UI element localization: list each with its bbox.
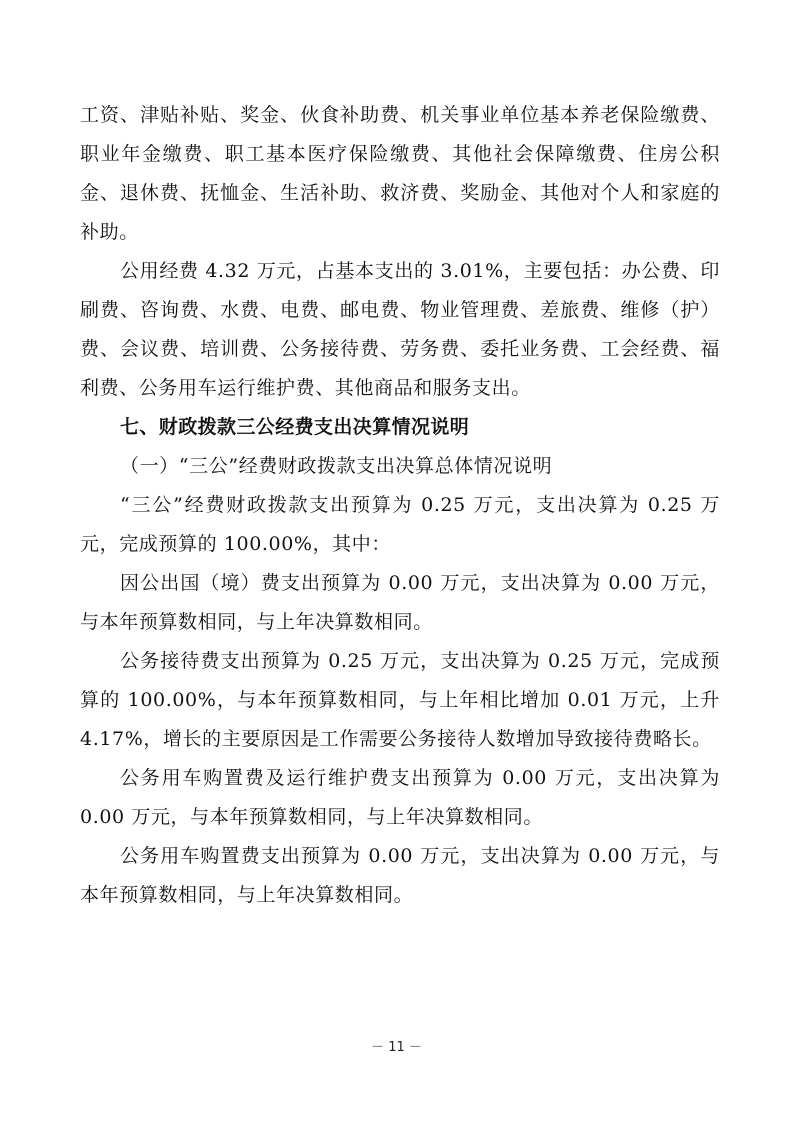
paragraph-three-public-total: “三公”经费财政拨款支出预算为 0.25 万元，支出决算为 0.25 万元，完成预算的 100.00%，其中： [80,494,720,555]
paragraph-public-expenses: 公用经费 4.32 万元，占基本支出的 3.01%，主要包括：办公费、印刷费、咨询费、水费、电费、邮电费、物业管理费、差旅费、维修（护）费、会议费、培训费、公务接待费、劳务费、委托业务费、工会经费、福利费、公务用车运行维护费、其他商品和服务支出。 [80,260,720,399]
paragraph-overseas-travel: 因公出国（境）费支出预算为 0.00 万元，支出决算为 0.00 万元，与本年预算数相同，与上年决算数相同。 [80,572,720,633]
section-heading-three-public: 七、财政拨款三公经费支出决算情况说明 [120,416,470,438]
paragraph-vehicle-purchase: 公务用车购置费支出预算为 0.00 万元，支出决算为 0.00 万元，与本年预算数相同，与上年决算数相同。 [80,845,720,906]
paragraph-vehicle-total: 公务用车购置费及运行维护费支出预算为 0.00 万元，支出决算为 0.00 万元，与本年预算数相同，与上年决算数相同。 [80,767,720,828]
subsection-heading-overview: （一）“三公”经费财政拨款支出决算总体情况说明 [120,455,553,477]
page-number: － 11 － [371,1040,422,1055]
paragraph-personnel-expenses: 工资、津贴补贴、奖金、伙食补助费、机关事业单位基本养老保险缴费、职业年金缴费、职工基本医疗保险缴费、其他社会保障缴费、住房公积金、退休费、抚恤金、生活补助、救济费、奖励金、其他对个人和家庭的补助。 [80,104,720,243]
document-body [80,96,720,915]
paragraph-official-reception: 公务接待费支出预算为 0.25 万元，支出决算为 0.25 万元，完成预算的 100.00%，与本年预算数相同，与上年相比增加 0.01 万元，上升 4.17%，增长的主要原因是工作需要公务接待人数增加导致接待费略长。 [80,650,720,750]
